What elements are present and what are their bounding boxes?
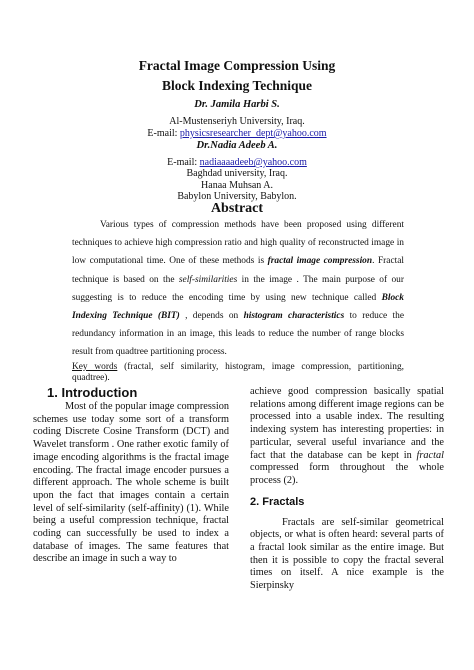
abstract-text-4: , depends on <box>179 311 244 322</box>
right-text-1a: achieve good compression basically spatial relations among different image regions can be processed into a usable index. The resulting indexing system has interesting properties: in particular, several useful invariance and the fact that the database can be kept in <box>250 386 444 461</box>
fractals-body: Fractals are self-similar geometrical objects, or what is often heard: several parts of a fractal look similar as the entire image. But then it is possible to copy the fractal several times on itself. A nice example is the Sierpinsky <box>250 516 444 592</box>
right-paragraph-1 <box>250 386 444 488</box>
introduction-heading: 1. Introduction <box>47 385 138 400</box>
paper-title-line1: Fractal Image Compression Using <box>138 58 336 73</box>
keywords-label: Key words <box>72 361 118 372</box>
affiliation-3: Babylon University, Babylon. <box>177 191 297 202</box>
right-em-fractal: fractal <box>416 449 444 461</box>
email-2-label: E-mail: <box>167 157 200 168</box>
keywords <box>72 362 404 385</box>
email-1-link[interactable]: physicsresearcher_dept@yahoo.com <box>179 128 327 139</box>
email-1-line <box>0 128 474 140</box>
email-2-link[interactable]: nadiaaaadeeb@yahoo.com <box>199 157 307 168</box>
affiliation-1: Al-Mustenseriyh University, Iraq. <box>169 116 305 127</box>
abstract-body <box>72 216 404 385</box>
introduction-body: Most of the popular image compression schemes use today some sort of a transform coding Discrete Cosine Transform (DCT) and Wavelet transform . One rather exotic family of image encoding algorithms is the fractal image encoding. The fractal image encoder pursues a different approach. The whole scheme is built upon the fact that images contain a certain level of self-similarity (self-affinity) (1). While being a useful compression technique, fractal coding can successfully be used to index a database of images. The same features that describe an image in such a way to <box>33 401 229 565</box>
keywords-text: (fractal, self similarity, histogram, image compression, partitioning, quadtree). <box>72 361 404 384</box>
affiliation-2: Baghdad university, Iraq. <box>186 168 288 179</box>
author-3: Hanaa Muhsan A. <box>201 180 273 191</box>
author-2: Dr.Nadia Adeeb A. <box>196 140 278 151</box>
email-1-label: E-mail: <box>147 128 180 139</box>
abstract-em-2: self-similarities <box>178 274 238 285</box>
right-column <box>250 386 444 593</box>
right-text-1b: compressed form throughout the whole process (2). <box>250 462 444 486</box>
abstract-text-3: in the image . The main purpose of our suggesting is to reduce the encoding time by using new technique called <box>72 274 404 303</box>
author-1: Dr. Jamila Harbi S. <box>194 99 280 110</box>
fractals-heading: 2. Fractals <box>250 495 305 508</box>
abstract-text-5: to reduce the redundancy information in an image, this leads to reduce the number of range blocks result from quadtree partitioning process. <box>72 311 404 358</box>
paper-title-line2: Block Indexing Technique <box>161 78 313 93</box>
abstract-em-3: Block Indexing Technique (BIT) <box>72 292 404 322</box>
abstract-em-1: fractal image compression <box>267 256 373 267</box>
abstract-em-4: histogram characteristics <box>243 311 345 322</box>
abstract-text-1: Various types of compression methods have been proposed using different techniques to achieve high compression ratio and high quality of reconstructed image in low computational time. One of these methods is <box>72 220 404 267</box>
abstract-heading: Abstract <box>210 201 264 216</box>
abstract-text-2: . Fractal technique is based on the <box>72 256 404 285</box>
left-column <box>33 386 229 566</box>
